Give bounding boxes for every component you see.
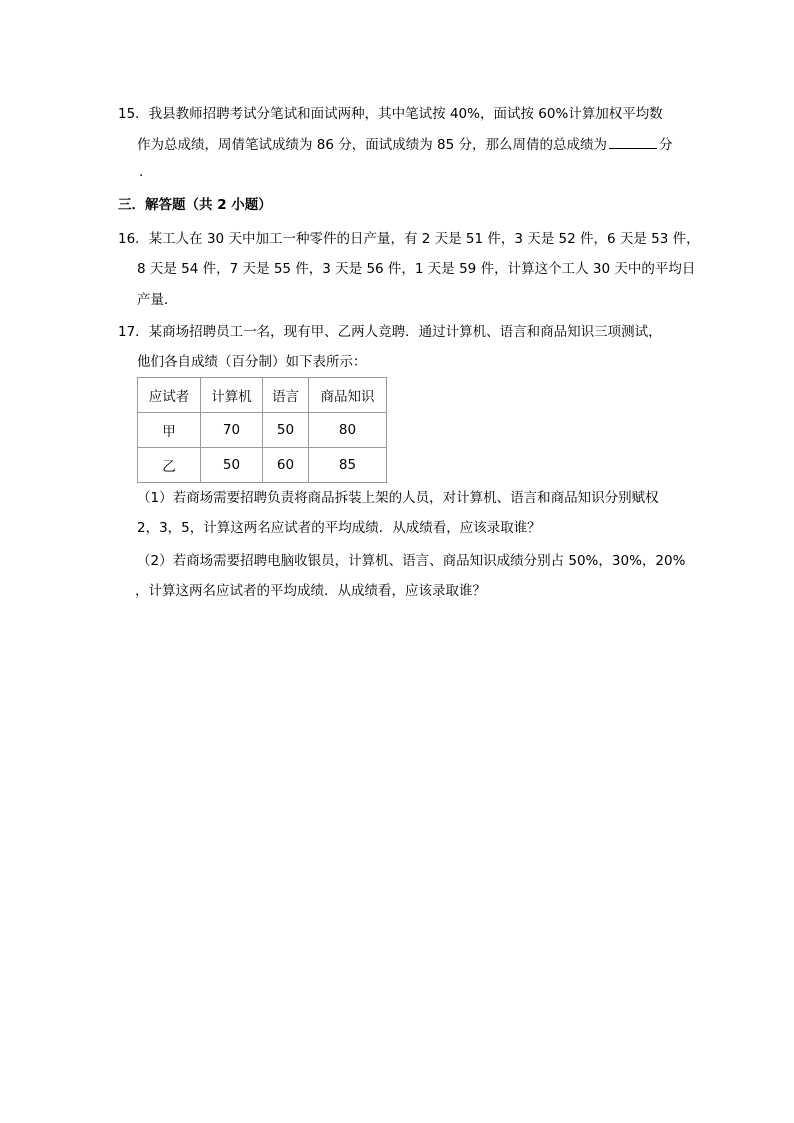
- q16-line-2: 8 天是 54 件，7 天是 55 件，3 天是 56 件，1 天是 59 件，计算这个工人 30 天中的平均日: [137, 261, 696, 277]
- q17-part1-line-2: 2，3，5，计算这两名应试者的平均成绩．从成绩看，应该录取谁？: [137, 520, 541, 536]
- table-header-cell: 语言: [263, 378, 309, 413]
- q15-line-2: [137, 134, 673, 155]
- table-cell: 甲: [138, 413, 201, 448]
- q15-line-3: .: [139, 164, 144, 180]
- q16-line-3: 产量．: [137, 292, 178, 308]
- table-header-row: [138, 378, 387, 413]
- table-cell: 80: [309, 413, 387, 448]
- q17-part2-line-2: ，计算这两名应试者的平均成绩．从成绩看，应该录取谁？: [135, 583, 486, 599]
- section-title: 三．解答题（共 2 小题）: [118, 197, 272, 213]
- table-row: [138, 413, 387, 448]
- table-row: [138, 448, 387, 483]
- q17-line-1: 17．某商场招聘员工一名，现有甲、乙两人竞聘．通过计算机、语言和商品知识三项测试，: [118, 324, 662, 340]
- q16-line-1: 16．某工人在 30 天中加工一种零件的日产量，有 2 天是 51 件，3 天是 52 件，6 天是 53 件，: [118, 231, 700, 247]
- table-cell: 乙: [138, 448, 201, 483]
- table-header-cell: 计算机: [201, 378, 263, 413]
- table-cell: 85: [309, 448, 387, 483]
- q15-unit: 分: [659, 137, 673, 153]
- q17-part2-line-1: （2）若商场需要招聘电脑收银员，计算机、语言、商品知识成绩分别占 50%，30%，20%: [137, 553, 686, 569]
- table-cell: 60: [263, 448, 309, 483]
- q17-line-2: 他们各自成绩（百分制）如下表所示：: [137, 354, 367, 370]
- table-cell: 70: [201, 413, 263, 448]
- table-cell: 50: [263, 413, 309, 448]
- q17-part1-line-1: （1）若商场需要招聘负责将商品拆装上架的人员，对计算机、语言和商品知识分别赋权: [137, 490, 659, 506]
- score-table: [137, 377, 387, 483]
- q15-line-2-text: 作为总成绩，周倩笔试成绩为 86 分，面试成绩为 85 分，那么周倩的总成绩为: [137, 137, 608, 153]
- answer-blank: [609, 134, 657, 149]
- q15-line-1: 15．我县教师招聘考试分笔试和面试两种，其中笔试按 40%，面试按 60%计算加权平均数: [118, 106, 663, 122]
- table-header-cell: 商品知识: [309, 378, 387, 413]
- table-cell: 50: [201, 448, 263, 483]
- table-header-cell: 应试者: [138, 378, 201, 413]
